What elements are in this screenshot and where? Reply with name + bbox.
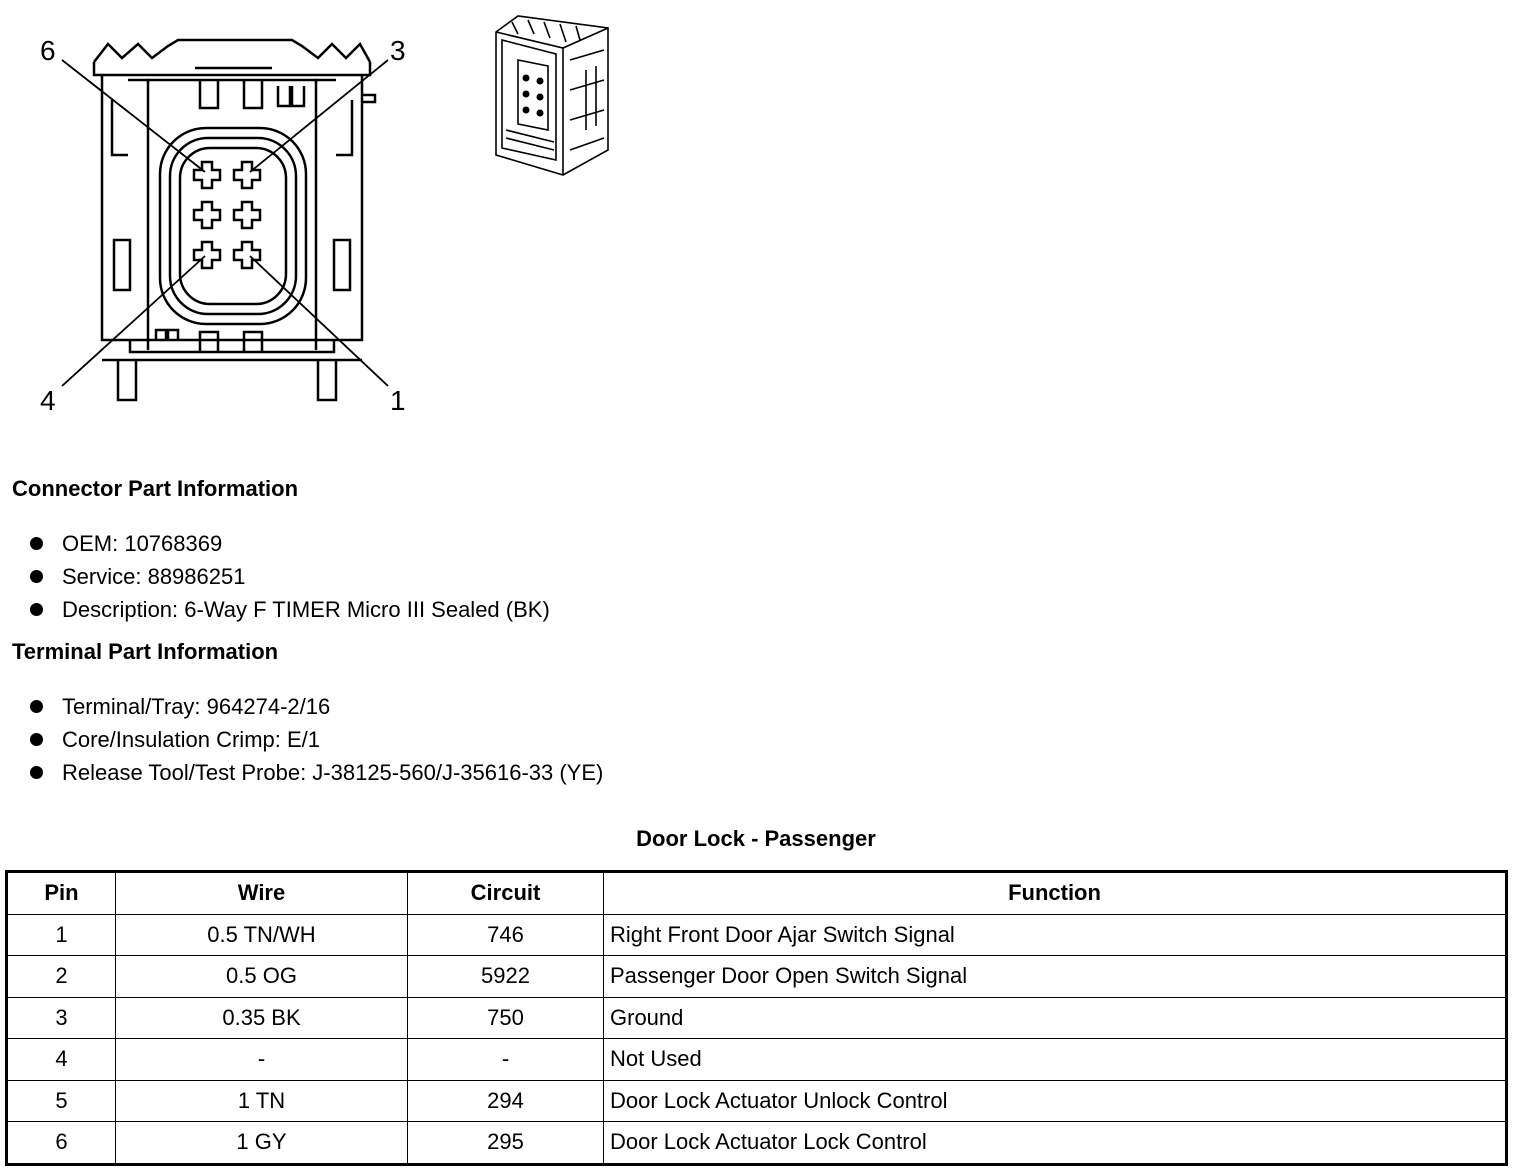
cell-function: Passenger Door Open Switch Signal	[604, 956, 1507, 998]
pin-table-title: Door Lock - Passenger	[636, 826, 876, 851]
cell-wire: 0.35 BK	[116, 997, 408, 1039]
cell-circuit: 750	[408, 997, 604, 1039]
terminal-tray: Terminal/Tray: 964274-2/16	[62, 694, 331, 719]
cell-circuit: -	[408, 1039, 604, 1081]
bullet-icon	[30, 603, 43, 616]
header-function: Function	[604, 872, 1507, 915]
bullet-icon	[30, 700, 43, 713]
connector-info-list	[28, 527, 550, 626]
cell-pin: 3	[7, 997, 116, 1039]
cell-pin: 4	[7, 1039, 116, 1081]
bullet-icon	[30, 570, 43, 583]
pin-label-4: 4	[40, 385, 56, 416]
cell-circuit: 295	[408, 1122, 604, 1165]
cell-pin: 5	[7, 1080, 116, 1122]
table-row	[7, 914, 1507, 956]
cell-circuit: 746	[408, 914, 604, 956]
cell-function: Door Lock Actuator Unlock Control	[604, 1080, 1507, 1122]
terminal-info-list	[28, 690, 603, 789]
bullet-icon	[30, 733, 43, 746]
table-row	[7, 1122, 1507, 1165]
connector-isometric-view	[488, 10, 623, 180]
pin-table	[5, 870, 1508, 1166]
pin-label-1: 1	[390, 385, 406, 416]
cell-wire: 1 GY	[116, 1122, 408, 1165]
cell-wire: 0.5 OG	[116, 956, 408, 998]
cell-wire: 1 TN	[116, 1080, 408, 1122]
header-circuit: Circuit	[408, 872, 604, 915]
cell-function: Ground	[604, 997, 1507, 1039]
header-pin: Pin	[7, 872, 116, 915]
connector-face-diagram	[0, 0, 430, 430]
table-row	[7, 997, 1507, 1039]
table-row	[7, 956, 1507, 998]
cell-pin: 2	[7, 956, 116, 998]
cell-function: Not Used	[604, 1039, 1507, 1081]
pin-label-6: 6	[40, 35, 56, 66]
cell-wire: -	[116, 1039, 408, 1081]
terminal-release-tool: Release Tool/Test Probe: J-38125-560/J-35616-33 (YE)	[62, 760, 604, 785]
connector-oem: OEM: 10768369	[62, 531, 223, 556]
connector-info-heading: Connector Part Information	[12, 476, 299, 501]
cell-pin: 6	[7, 1122, 116, 1165]
list-item	[28, 756, 603, 789]
table-row	[7, 1080, 1507, 1122]
list-item	[28, 527, 550, 560]
list-item	[28, 560, 550, 593]
connector-description: Description: 6-Way F TIMER Micro III Sealed (BK)	[62, 597, 550, 622]
cell-wire: 0.5 TN/WH	[116, 914, 408, 956]
pin-label-3: 3	[390, 35, 406, 66]
terminal-crimp: Core/Insulation Crimp: E/1	[62, 727, 320, 752]
terminal-info-heading: Terminal Part Information	[12, 639, 279, 664]
connector-service: Service: 88986251	[62, 564, 246, 589]
cell-function: Right Front Door Ajar Switch Signal	[604, 914, 1507, 956]
table-row	[7, 1039, 1507, 1081]
cell-circuit: 5922	[408, 956, 604, 998]
cell-circuit: 294	[408, 1080, 604, 1122]
list-item	[28, 593, 550, 626]
header-wire: Wire	[116, 872, 408, 915]
list-item	[28, 690, 603, 723]
bullet-icon	[30, 766, 43, 779]
table-header-row	[7, 872, 1507, 915]
list-item	[28, 723, 603, 756]
cell-function: Door Lock Actuator Lock Control	[604, 1122, 1507, 1165]
cell-pin: 1	[7, 914, 116, 956]
bullet-icon	[30, 537, 43, 550]
